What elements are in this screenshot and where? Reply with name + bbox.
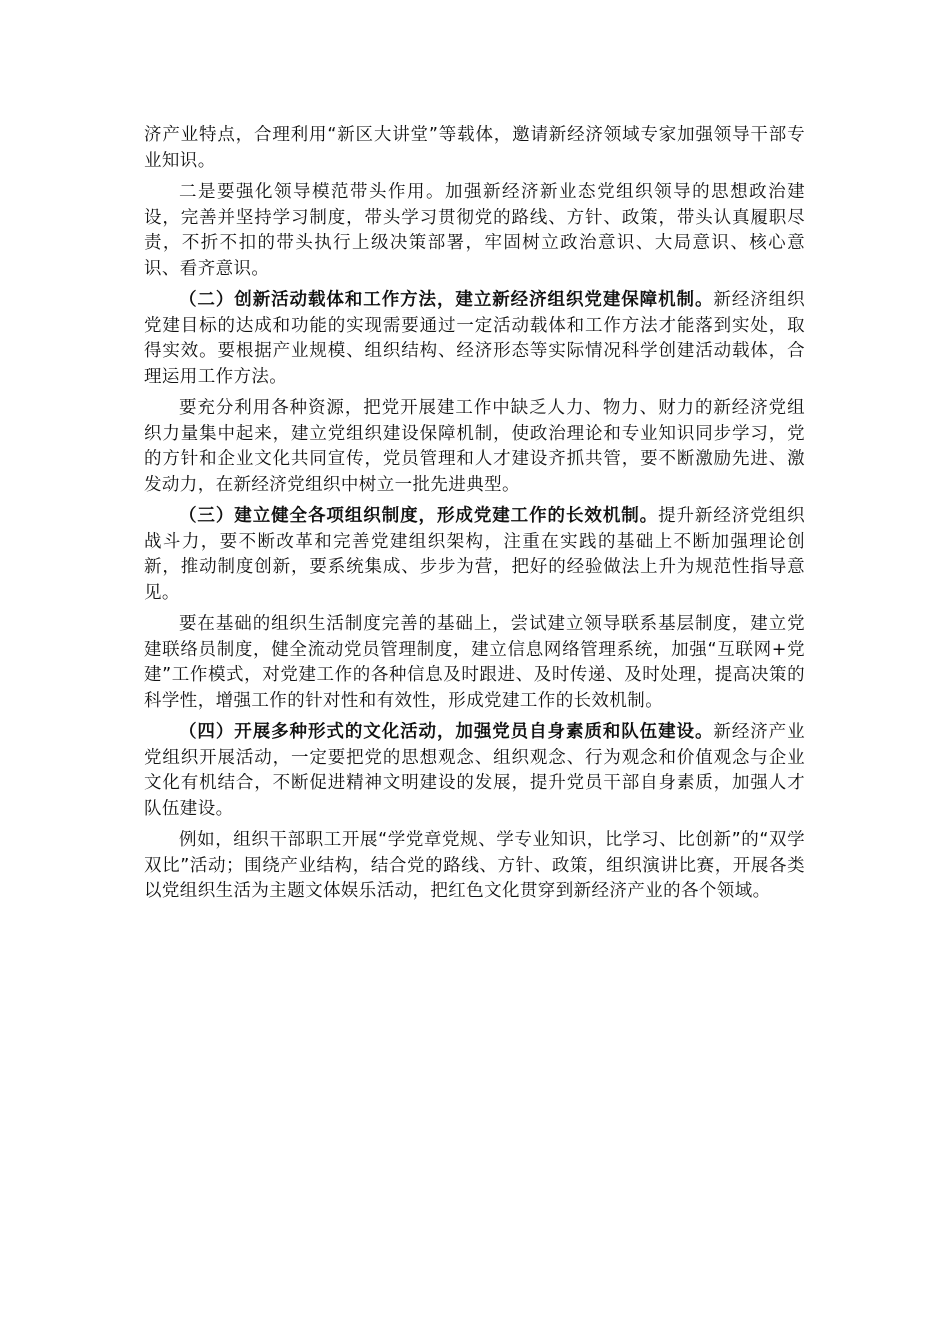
paragraph-text: 提升新经济党组织战斗力，要不断改革和完善党建组织架构，注重在实践的基础上不断加强理论创新，推动制度创新，要系统集成、步步为营，把好的经验做法上升为规范性指导意见。 [144,506,805,603]
section-paragraph [144,288,805,390]
document-page [144,123,805,911]
section-heading: （四）开展多种形式的文化活动，加强党员自身素质和队伍建设。 [179,722,714,742]
paragraph-text: 要在基础的组织生活制度完善的基础上，尝试建立领导联系基层制度，建立党建联络员制度，健全流动党员管理制度，建立信息网络管理系统，加强“互联网+党建”工作模式，对党建工作的各种信息及时跟进、及时传递、及时处理，提高决策的科学性，增强工作的针对性和有效性，形成党建工作的长效机制。 [144,614,805,711]
paragraph [144,180,805,282]
paragraph [144,396,805,498]
paragraph [144,828,805,905]
paragraph-continuation [144,123,805,174]
paragraph-text: 济产业特点，合理利用“新区大讲堂”等载体，邀请新经济领域专家加强领导干部专业知识。 [144,125,805,171]
paragraph-text: 要充分利用各种资源，把党开展建工作中缺乏人力、物力、财力的新经济党组织力量集中起来，建立党组织建设保障机制，使政治理论和专业知识同步学习，党的方针和企业文化共同宣传，党员管理和人才建设齐抓共管，要不断激励先进、激发动力，在新经济党组织中树立一批先进典型。 [144,398,805,495]
section-heading: （二）创新活动载体和工作方法，建立新经济组织党建保障机制。 [179,290,714,310]
section-heading: （三）建立健全各项组织制度，形成党建工作的长效机制。 [179,506,659,526]
paragraph-text: 新经济产业党组织开展活动，一定要把党的思想观念、组织观念、行为观念和价值观念与企业文化有机结合，不断促进精神文明建设的发展，提升党员干部自身素质，加强人才队伍建设。 [144,722,805,819]
section-paragraph [144,504,805,606]
paragraph-text: 例如，组织干部职工开展“学党章党规、学专业知识，比学习、比创新”的“双学双比”活动；围绕产业结构，结合党的路线、方针、政策，组织演讲比赛，开展各类以党组织生活为主题文体娱乐活动，把红色文化贯穿到新经济产业的各个领域。 [144,830,805,901]
section-paragraph [144,720,805,822]
paragraph-text: 新经济组织党建目标的达成和功能的实现需要通过一定活动载体和工作方法才能落到实处，取得实效。要根据产业规模、组织结构、经济形态等实际情况科学创建活动载体，合理运用工作方法。 [144,290,805,387]
paragraph-text: 二是要强化领导模范带头作用。加强新经济新业态党组织领导的思想政治建设，完善并坚持学习制度，带头学习贯彻党的路线、方针、政策，带头认真履职尽责，不折不扣的带头执行上级决策部署，牢固树立政治意识、大局意识、核心意识、看齐意识。 [144,182,805,279]
paragraph [144,612,805,714]
